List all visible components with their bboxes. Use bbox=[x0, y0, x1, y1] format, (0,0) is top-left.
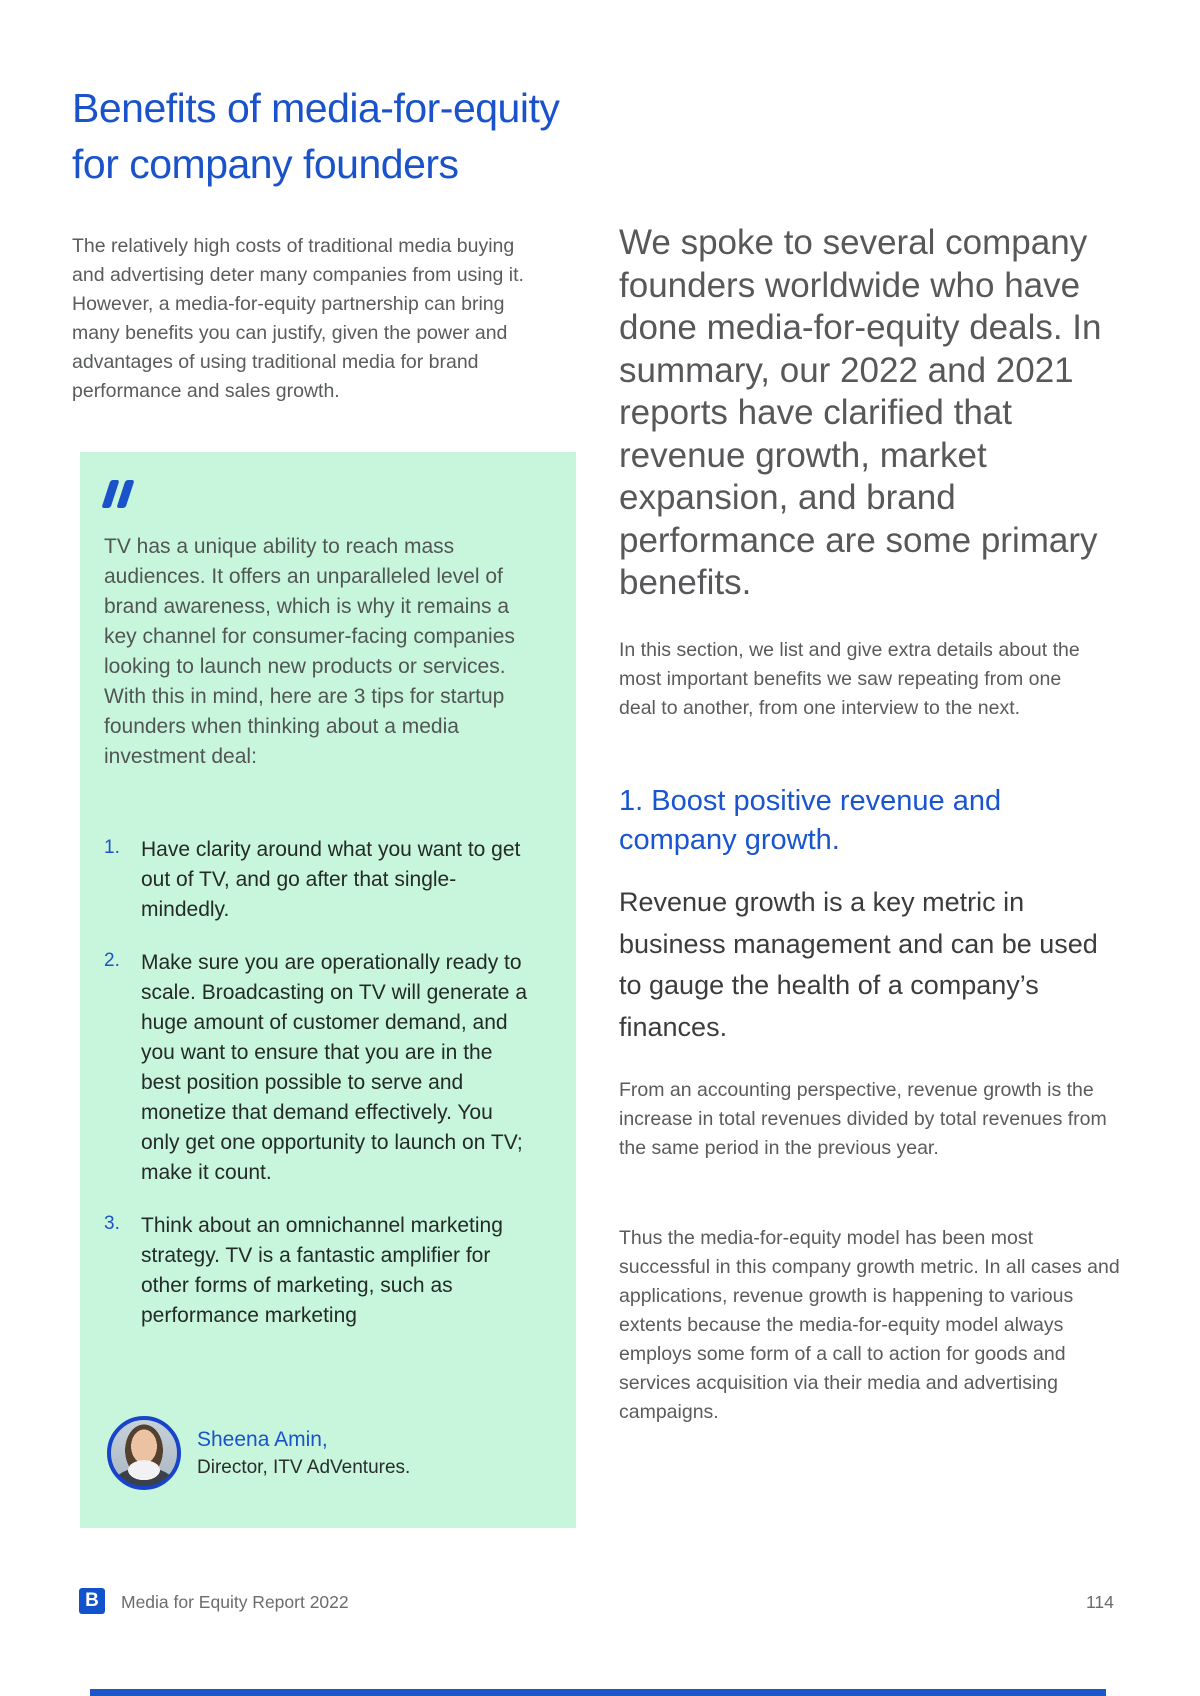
tip-text: Make sure you are operationally ready to scale. Broadcasting on TV will generate a huge amount of customer demand, and you want to ensure that you are in the best position possible to serve and monetize that demand effectively. You only get one opportunity to launch on TV; make it count. bbox=[141, 951, 527, 1184]
page-title-line2: for company founders bbox=[72, 141, 459, 187]
brand-logo-letter: B bbox=[85, 1590, 99, 1611]
tips-list bbox=[104, 835, 554, 1354]
intro-paragraph: The relatively high costs of traditional media buying and advertising deter many companies from using it. However, a media-for-equity partnership can bring many benefits you can justify, given the power and advantages of using traditional media for brand performance and sales growth. bbox=[72, 235, 524, 402]
quote-box bbox=[80, 452, 576, 1528]
brand-logo bbox=[79, 1588, 105, 1614]
benefit-lead-paragraph: Revenue growth is a key metric in business management and can be used to gauge the health of a company’s finances. bbox=[619, 887, 1098, 1042]
tip-text: Think about an omnichannel marketing strategy. TV is a fantastic amplifier for other forms of marketing, such as performance marketing bbox=[141, 1214, 503, 1327]
benefit-heading: 1. Boost positive revenue and company growth. bbox=[619, 785, 1002, 856]
lead-paragraph: We spoke to several company founders worldwide who have done media-for-equity deals. In summary, our 2022 and 2021 reports have clarified that revenue growth, market expansion, and brand performance are some primary benefits. bbox=[619, 223, 1102, 602]
page-number: 114 bbox=[1086, 1592, 1114, 1612]
tip-number: 2. bbox=[104, 950, 120, 971]
page-title-line1: Benefits of media-for-equity bbox=[72, 85, 560, 131]
tip-text: Have clarity around what you want to get out of TV, and go after that single-mindedly. bbox=[141, 838, 521, 921]
body-paragraph-thus: Thus the media-for-equity model has been most successful in this company growth metric. In all cases and applications, revenue growth is happening to various extents because the media-for-equity model always employs some form of a call to action for goods and services acquisition via their media and advertising campaigns. bbox=[619, 1227, 1120, 1423]
author-role: Director, ITV AdVentures. bbox=[197, 1456, 411, 1478]
body-paragraph-accounting: From an accounting perspective, revenue growth is the increase in total revenues divided by total revenues from the same period in the previous year. bbox=[619, 1079, 1107, 1159]
tip-item bbox=[104, 948, 554, 1188]
author-row bbox=[107, 1416, 410, 1490]
tip-number: 3. bbox=[104, 1213, 120, 1234]
page-title bbox=[72, 80, 559, 192]
author-name: Sheena Amin, bbox=[197, 1427, 328, 1451]
author-avatar bbox=[107, 1416, 181, 1490]
quote-text: TV has a unique ability to reach mass audiences. It offers an unparalleled level of brand awareness, which is why it remains a key channel for consumer-facing companies looking to launch new products or services. With this in mind, here are 3 tips for startup founders when thinking about a media investment deal: bbox=[104, 535, 515, 768]
tip-item bbox=[104, 835, 554, 925]
tip-number: 1. bbox=[104, 837, 120, 858]
bottom-accent-bar bbox=[90, 1689, 1106, 1696]
author-details bbox=[197, 1428, 410, 1479]
report-name: Media for Equity Report 2022 bbox=[121, 1592, 349, 1612]
section-intro-paragraph: In this section, we list and give extra details about the most important benefits we saw repeating from one deal to another, from one interview to the next. bbox=[619, 639, 1080, 719]
tip-item bbox=[104, 1211, 554, 1331]
quote-mark-icon bbox=[106, 480, 130, 510]
